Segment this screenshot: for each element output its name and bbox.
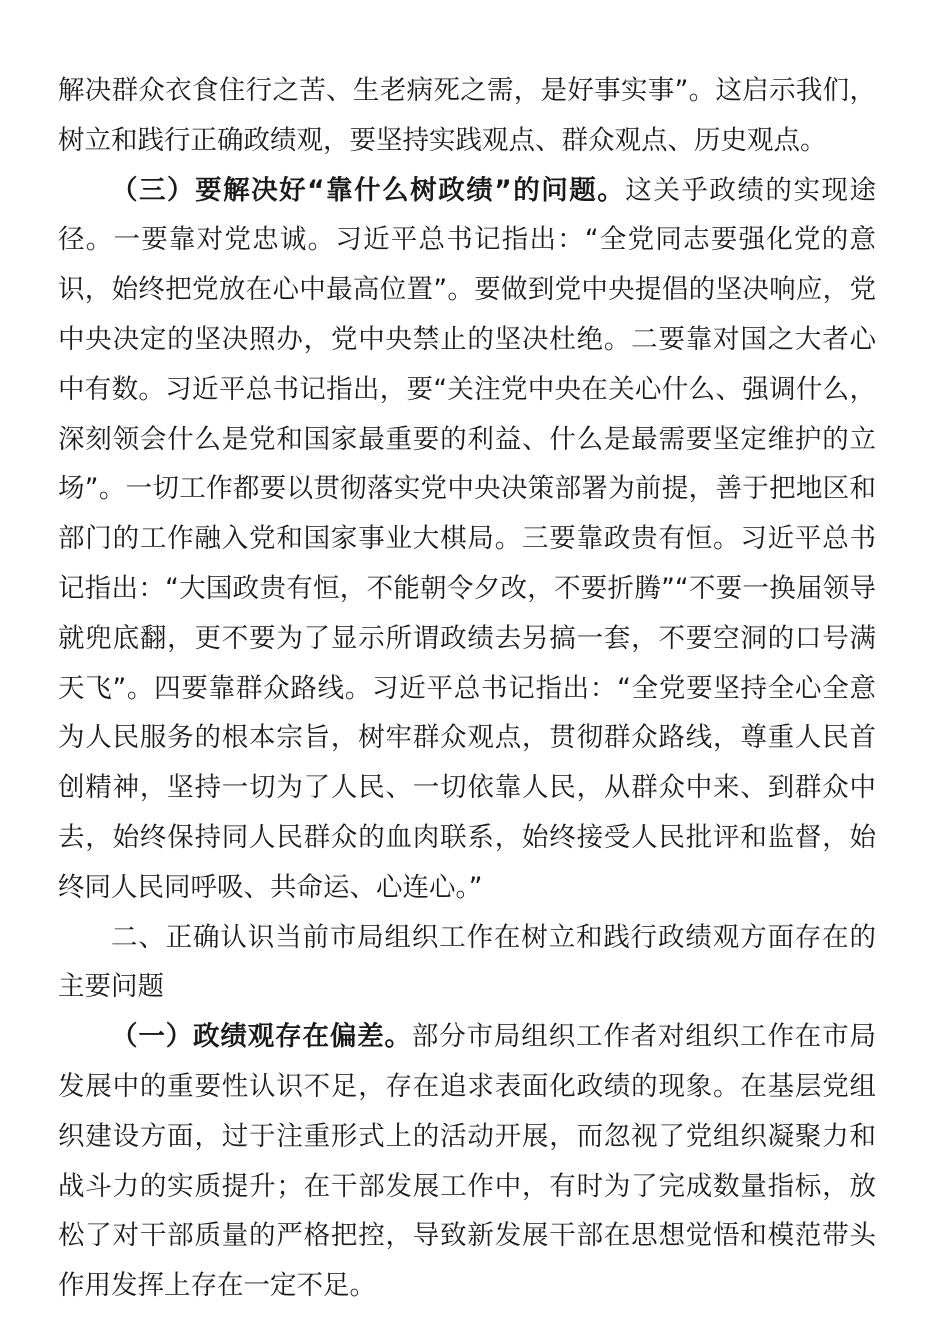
section-3-body: 这关乎政绩的实现途径。一要靠对党忠诚。习近平总书记指出：“全党同志要强化党的意识，始终把党放在心中最高位置”。要做到党中央提倡的坚决响应，党中央决定的坚决照办，党中央禁止的坚决杜绝。二要靠对国之大者心中有数。习近平总书记指出，要“关注党中央在关心什么、强调什么，深刻领会什么是党和国家最重要的利益、什么是最需要坚定维护的立场”。一切工作都要以贯彻落实党中央决策部署为前提，善于把地区和部门的工作融入党和国家事业大棋局。三要靠政贵有恒。习近平总书记指出：“大国政贵有恒，不能朝令夕改，不要折腾”“不要一换届领导就兜底翻，更不要为了显示所谓政绩去另搞一套，不要空洞的口号满天飞”。四要靠群众路线。习近平总书记指出：“全党要坚持全心全意为人民服务的根本宗旨，树牢群众观点，贯彻群众路线，尊重人民首创精神，坚持一切为了人民、一切依靠人民，从群众中来、到群众中去，始终保持同人民群众的血肉联系，始终接受人民批评和监督，始终同人民同呼吸、共命运、心连心。” (58, 174, 876, 903)
section-3-heading: （三）要解决好“靠什么树政绩”的问题。 (111, 174, 626, 206)
part-2-section-1-heading: （一）政绩观存在偏差。 (111, 1021, 412, 1053)
part-2-section-1-body: 部分市局组织工作者对组织工作在市局发展中的重要性认识不足，存在追求表面化政绩的现象。在基层党组织建设方面，过于注重形式上的活动开展，而忽视了党组织凝聚力和战斗力的实质提升；在干部发展工作中，有时为了完成数量指标，放松了对干部质量的严格把控，导致新发展干部在思想觉悟和模范带头作用发挥上存在一定不足。 (58, 1021, 877, 1302)
section-3-paragraph (58, 166, 876, 913)
paragraph-continuation: 解决群众衣食住行之苦、生老病死之需，是好事实事”。这启示我们，树立和践行正确政绩观，要坚持实践观点、群众观点、历史观点。 (58, 75, 876, 156)
document-page (58, 66, 876, 1311)
part-2-section-1-paragraph (58, 1012, 876, 1311)
part-2-heading: 二、正确认识当前市局组织工作在树立和践行政绩观方面存在的主要问题 (58, 921, 876, 1003)
